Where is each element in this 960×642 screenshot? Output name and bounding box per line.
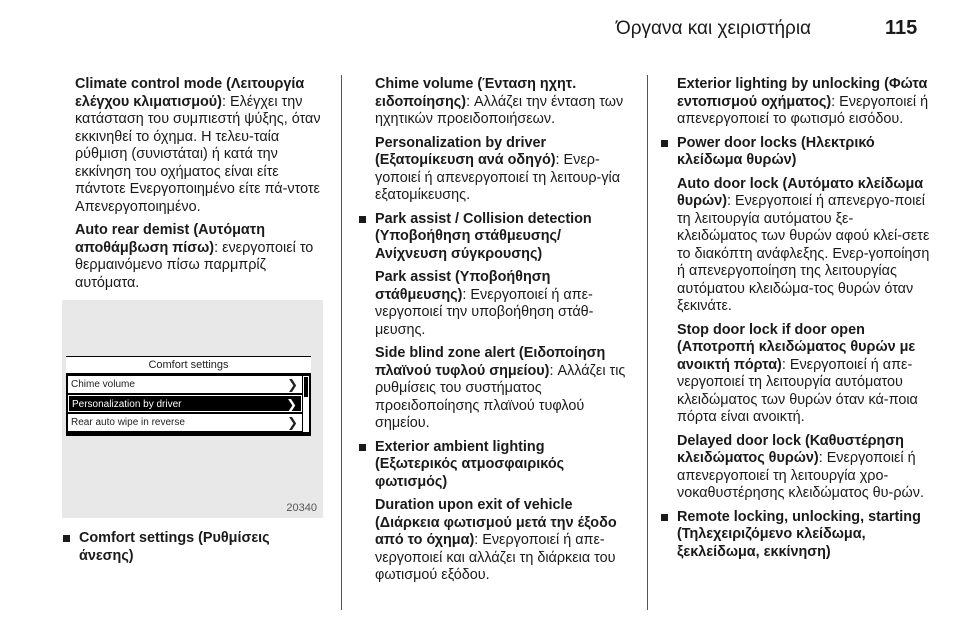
scroll-thumb	[304, 377, 308, 397]
chevron-right-icon: ❯	[286, 397, 297, 412]
column-1	[75, 76, 331, 298]
paragraph-auto-door-lock: Auto door lock (Αυτόματο κλείδωμα θυρών): Ενεργοποιεί ή απενεργο-ποιεί τη λειτουργία αυτόματου ξε-κλειδώματος των θυρών αφού κλεί-σετε το διακόπτη ανάφλεξης. Ενερ-γοποίηση ή απενεργοποίηση της λειτουργίας αυτόματου κλειδώμα-τος θυρών όταν ξεκινάτε.	[677, 175, 930, 314]
column-divider	[647, 75, 648, 610]
paragraph-exterior-lighting-unlock: Exterior lighting by unlocking (Φώτα εντοπισμού οχήματος): Ενεργοποιεί ή απενεργοποιεί το φωτισμό εισόδου.	[677, 76, 929, 127]
paragraph-park-assist: Park assist (Υποβοήθηση στάθμευσης): Ενεργοποιεί ή απε-νεργοποιεί την υποβοήθηση στάθ-μευσης.	[375, 269, 594, 338]
bullet-square-icon	[661, 140, 668, 147]
comfort-settings-figure	[62, 300, 323, 518]
bullet-park-assist: Park assist / Collision detection (Υποβοήθηση στάθμευσης/ Ανίχνευση σύγκρουσης)	[358, 211, 626, 264]
paragraph-side-blind-zone: Side blind zone alert (Ειδοποίηση πλαϊνού τυφλού σημείου): Αλλάζει τις ρυθμίσεις του συστήματος προειδοποίησης πλαϊνού τυφλού σημείου.	[375, 345, 626, 431]
paragraph-chime-volume: Chime volume (Ένταση ηχητ. ειδοποίησης): Αλλάζει την ένταση των ηχητικών προειδοποιήσεων.	[375, 76, 624, 127]
bullet-exterior-ambient-lighting: Exterior ambient lighting (Εξωτερικός ατμοσφαιρικός φωτισμός)	[358, 439, 626, 492]
chevron-right-icon: ❯	[287, 415, 298, 430]
menu-item-personalization: Personalization by driver ❯	[68, 395, 302, 412]
column-3	[660, 76, 930, 567]
paragraph-personalization: Personalization by driver (Εξατομίκευση ανά οδηγό): Ενερ-γοποιεί ή απενεργοποιεί τη λειτουρ-γία εξατομίκευσης.	[375, 134, 621, 203]
bullet-square-icon	[661, 514, 668, 521]
page-header-title: Όργανα και χειριστήρια	[616, 18, 812, 39]
chevron-right-icon: ❯	[287, 377, 298, 392]
column-1-bottom	[62, 530, 318, 571]
column-2	[358, 76, 626, 591]
menu-item-rear-auto-wipe: Rear auto wipe in reverse ❯	[68, 414, 302, 431]
paragraph-stop-door-lock: Stop door lock if door open (Αποτροπή κλειδώματος θυρών με ανοικτή πόρτα): Ενεργοποιεί ή απε-νεργοποιεί τη λειτουργία αυτόματου κλειδώματος των θυρών όταν κά-ποια πόρτα είναι ανοικτή.	[677, 321, 918, 425]
page-number: 115	[885, 17, 918, 39]
scrollbar	[303, 376, 309, 432]
bullet-square-icon	[359, 216, 366, 223]
display-screen	[66, 356, 311, 436]
figure-id: 20340	[286, 502, 317, 514]
bullet-comfort-settings: Comfort settings (Ρυθμίσεις άνεσης)	[62, 530, 318, 565]
screen-title: Comfort settings	[66, 357, 311, 373]
paragraph-duration-exit: Duration upon exit of vehicle (Διάρκεια φωτισμού μετά την έξοδο από το όχημα): Ενεργοποιεί ή απε-νεργοποιεί και αλλάζει τη διάρκεια του φωτισμού εξόδου.	[375, 497, 617, 583]
bullet-remote-locking: Remote locking, unlocking, starting (Τηλεχειριζόμενο κλείδωμα, ξεκλείδωμα, εκκίνηση)	[660, 509, 930, 562]
paragraph-auto-rear-demist: Auto rear demist (Αυτόματη αποθάμβωση πίσω): ενεργοποιεί το θερμαινόμενο πίσω παρμπρίζ αυτόματα.	[75, 222, 314, 291]
paragraph-delayed-door-lock: Delayed door lock (Καθυστέρηση κλειδώματος θυρών): Ενεργοποιεί ή απενεργοποιεί τη λειτουργία χρο-νοκαθυστέρησης κλειδώματος θυ-ρών.	[677, 432, 924, 501]
bullet-power-door-locks: Power door locks (Ηλεκτρικό κλείδωμα θυρών)	[660, 135, 930, 170]
bullet-square-icon	[63, 535, 70, 542]
bullet-square-icon	[359, 444, 366, 451]
column-divider	[341, 75, 342, 610]
paragraph-climate-control: Climate control mode (Λειτουργία ελέγχου κλιματισμού): Ελέγχει την κατάσταση του συμπιεστή ψύξης, όταν εκκινηθεί το όχημα. Η τελευ-ταία ρύθμιση (συνιστάται) ή κατά την εκκίνηση του οχήματος είναι είτε πάντοτε Ενεργοποιημένο είτε πά-ντοτε Απενεργοποιημένο.	[75, 76, 321, 215]
menu-item-chime-volume: Chime volume ❯	[68, 376, 302, 393]
